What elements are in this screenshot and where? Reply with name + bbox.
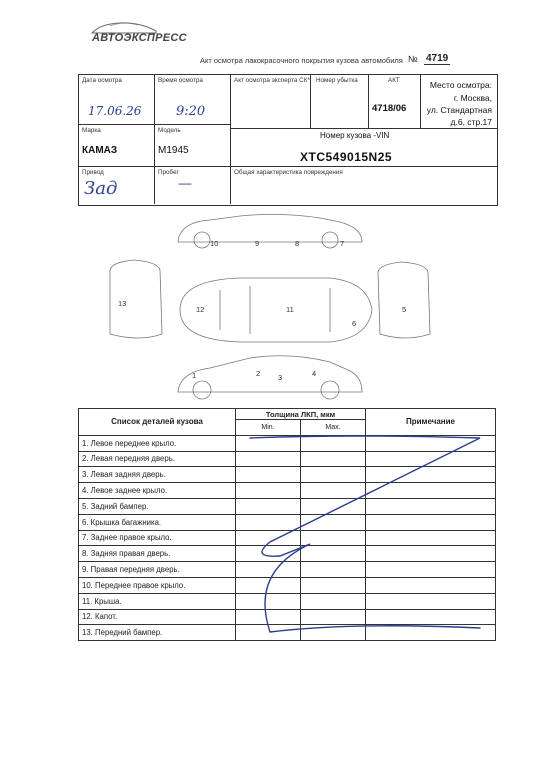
place-value-1: г. Москва, [453, 93, 492, 103]
part-name-cell: 12. Капот. [79, 609, 236, 625]
zone-9-label: 9 [255, 239, 260, 248]
part-name-cell: 1. Левое переднее крыло. [79, 435, 236, 451]
zone-6-label: 6 [352, 319, 357, 328]
zone-4-label: 4 [312, 369, 317, 378]
zone-11-label: 11 [286, 305, 294, 314]
number-label: № [408, 54, 418, 64]
mileage-label: Пробег [158, 169, 179, 176]
brand-value: КАМАЗ [82, 145, 118, 156]
part-name-cell: 4. Левое заднее крыло. [79, 483, 236, 499]
purpose-label: Привод [82, 169, 104, 176]
purpose-value: Зад [84, 178, 118, 199]
time-value: 9:20 [176, 104, 206, 119]
part-name-cell: 11. Крыша. [79, 593, 236, 609]
zone-7-label: 7 [340, 239, 345, 248]
part-name-cell: 8. Задняя правая дверь. [79, 546, 236, 562]
zone-10-label: 10 [210, 239, 219, 248]
part-name-cell: 5. Задний бампер. [79, 498, 236, 514]
place-label: Место осмотра: [429, 80, 492, 90]
act-label: АКТ [388, 77, 400, 84]
part-name-cell: 10. Переднее правое крыло. [79, 577, 236, 593]
zone-12-label: 12 [196, 305, 205, 314]
zone-1-label: 1 [192, 371, 197, 380]
part-name-cell: 2. Левая передняя дверь. [79, 451, 236, 467]
damage-label: Общая характеристика повреждения [234, 169, 343, 176]
part-name-cell: 3. Левая задняя дверь. [79, 467, 236, 483]
col-min-header: Min. [236, 420, 301, 436]
brand-label: Марка [82, 127, 101, 134]
part-name-cell: 13. Передний бампер. [79, 625, 236, 641]
mileage-value: — [178, 176, 192, 192]
zone-13-label: 13 [118, 299, 127, 308]
act-value: 4718/06 [372, 103, 407, 114]
document-number: 4719 [426, 53, 449, 64]
loss-label: Номер убытка [316, 77, 358, 84]
part-name-cell: 7. Заднее правое крыло. [79, 530, 236, 546]
model-label: Модель [158, 127, 181, 134]
col-note-header: Примечание [366, 409, 496, 436]
zone-3-label: 3 [278, 373, 283, 382]
time-label: Время осмотра [158, 77, 203, 84]
car-diagram [100, 210, 440, 410]
logo-text: АВТОЭКСПРЕСС [92, 32, 187, 44]
col-parts-header: Список деталей кузова [79, 409, 236, 436]
part-name-cell: 9. Правая передняя дверь. [79, 562, 236, 578]
date-label: Дата осмотра [82, 77, 122, 84]
place-value-3: д.6, стр.17 [450, 117, 492, 127]
col-thickness-header: Толщина ЛКП, мкм [236, 409, 366, 420]
vin-value: XTC549015N25 [300, 150, 393, 164]
vin-label: Номер кузова -VIN [320, 131, 390, 140]
date-value: 17.06.26 [88, 104, 142, 118]
zone-2-label: 2 [256, 369, 261, 378]
document-title: Акт осмотра лакокрасочного покрытия кузова автомобиля [200, 56, 403, 65]
model-value: М1945 [158, 145, 189, 156]
part-name-cell: 6. Крышка багажника. [79, 514, 236, 530]
handwritten-strike-mark [230, 432, 500, 642]
expert-label: Акт осмотра эксперта СК* [234, 77, 310, 84]
zone-8-label: 8 [295, 239, 300, 248]
place-value-2: ул. Стандартная [426, 105, 492, 115]
zone-5-label: 5 [402, 305, 407, 314]
col-max-header: Max. [301, 420, 366, 436]
